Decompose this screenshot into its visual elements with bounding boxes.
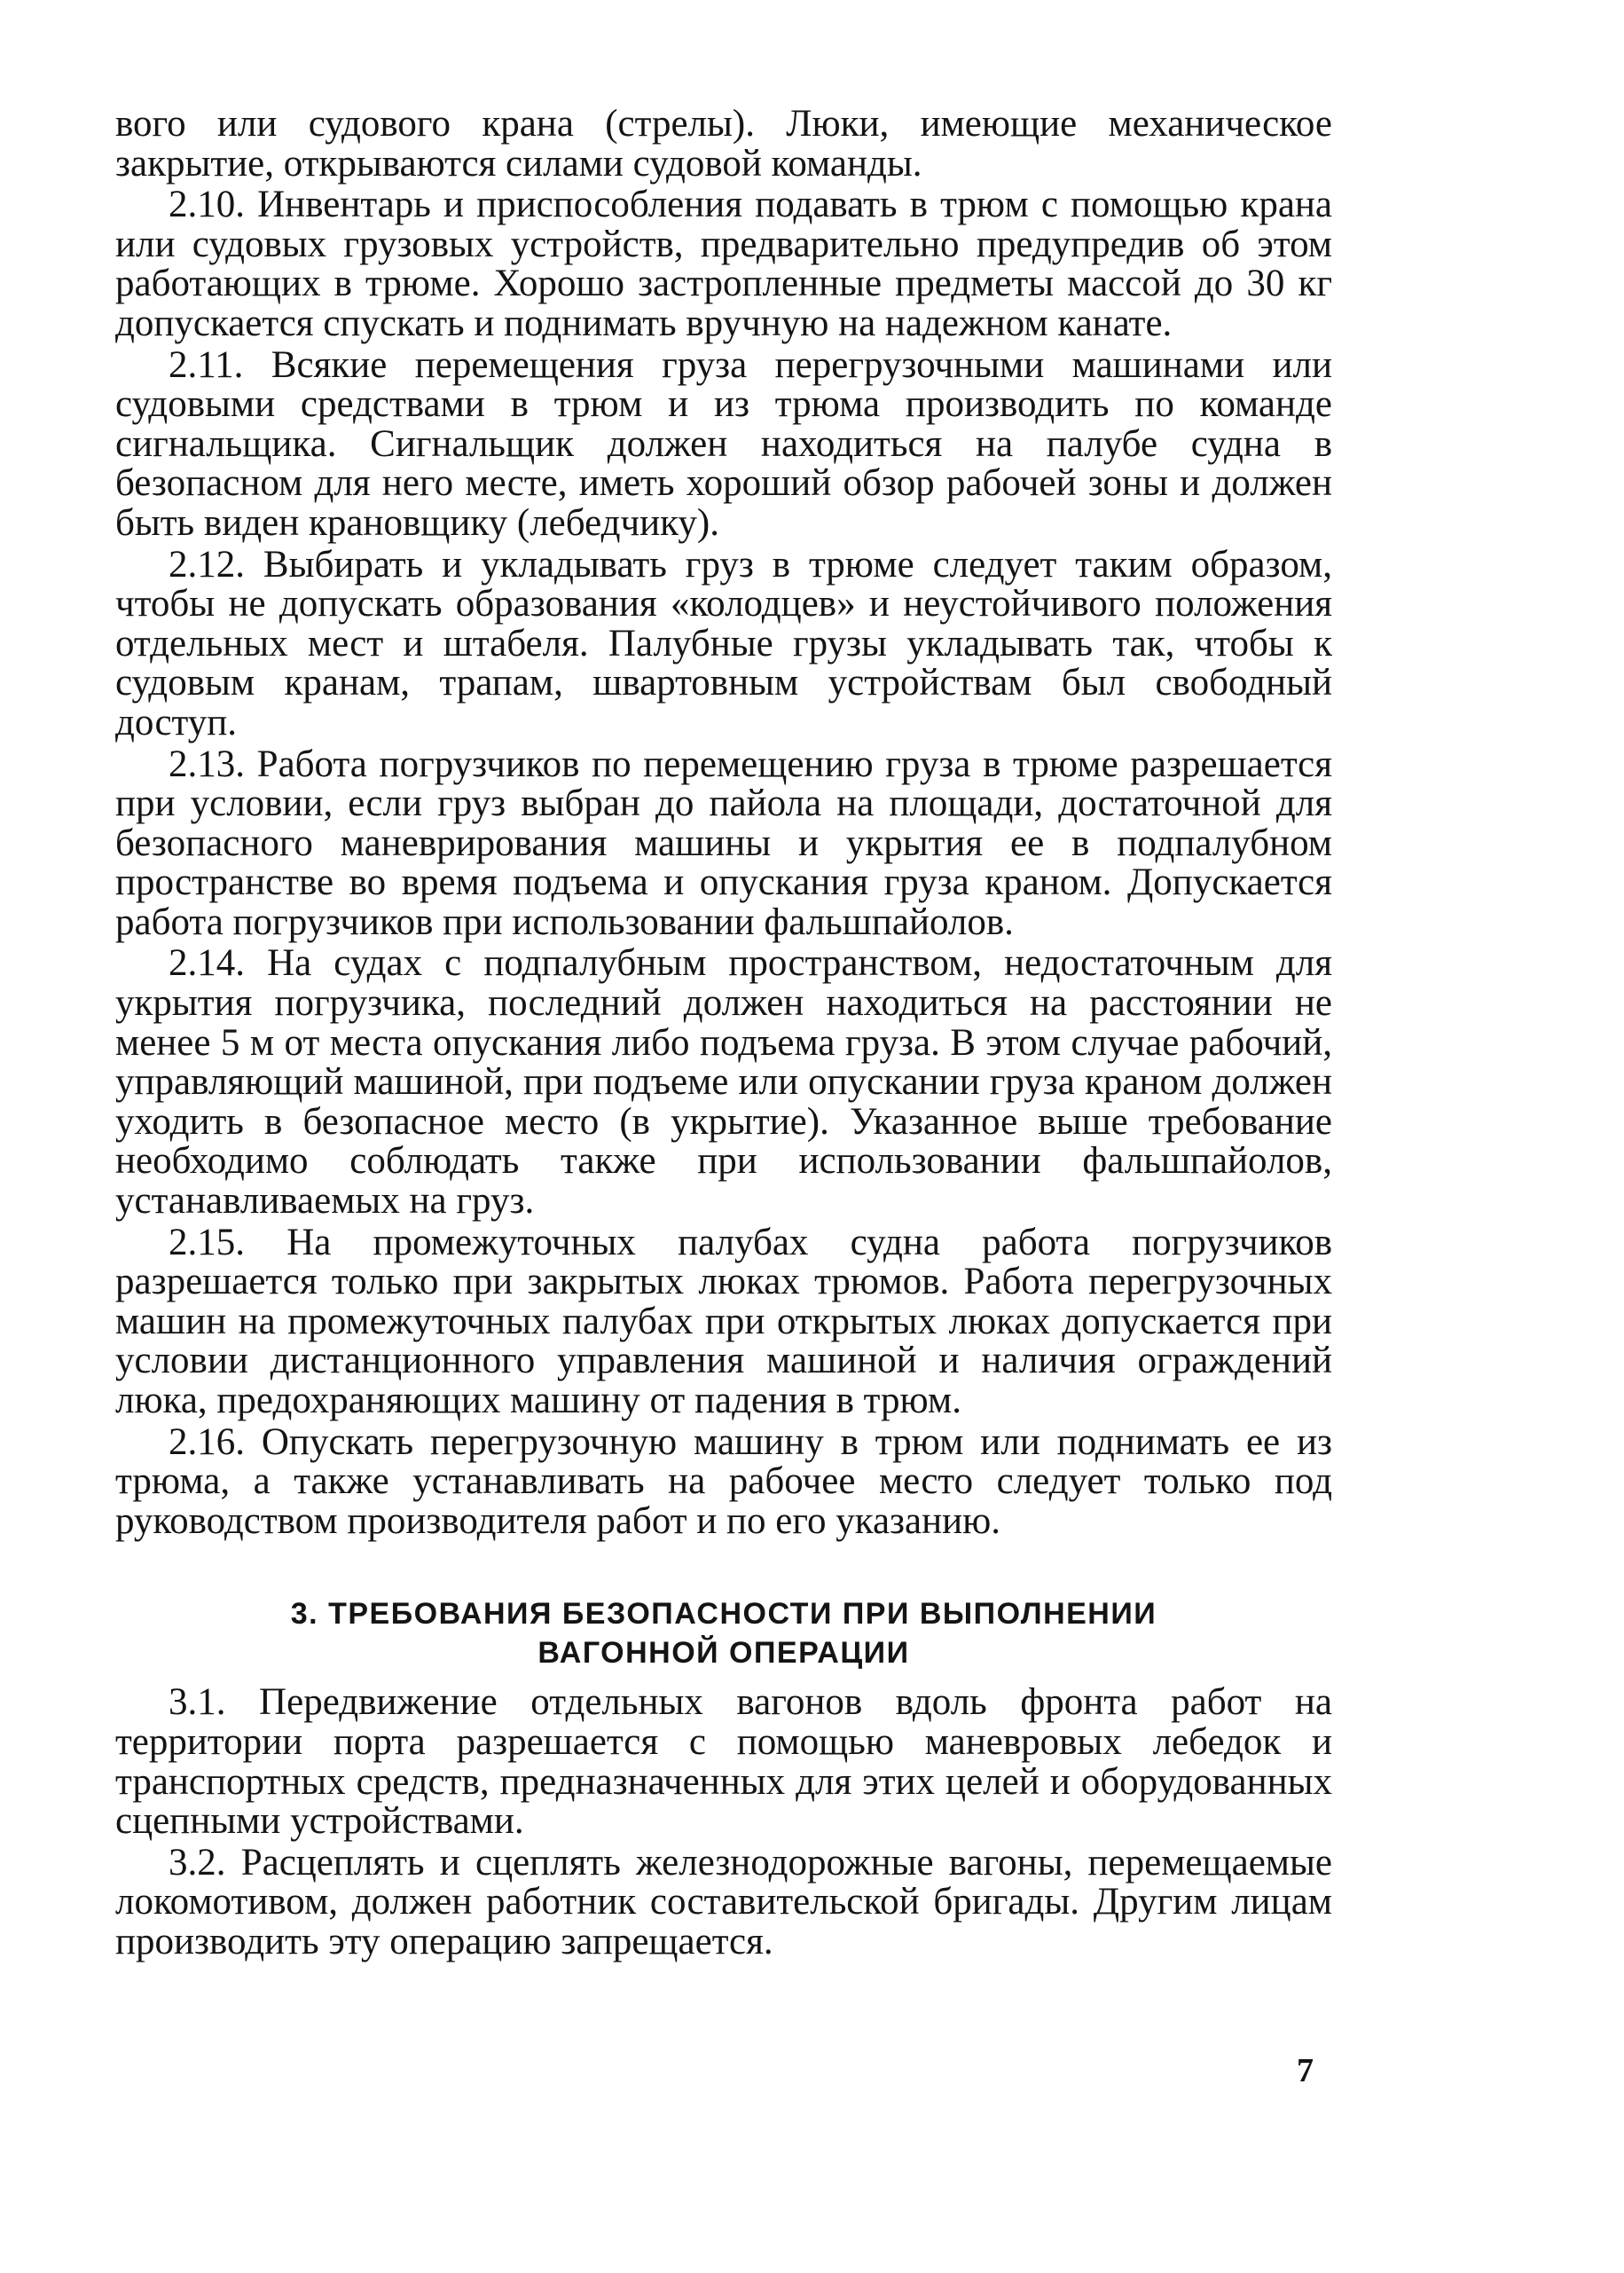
paragraph-2-15: 2.15. На промежуточных палубах судна работа погрузчиков разрешается только при закрытых люках трюмов. Работа перегрузочных машин на промежуточных палубах при открытых люках допускается при условии дистанционного управления машиной и наличия ограждений люка, предохраняющих машину от падения в трюм. <box>115 1221 1332 1421</box>
paragraph-continuation: вого или судового крана (стрелы). Люки, имеющие механическое закрытие, открываются силами судовой команды. <box>115 103 1332 185</box>
section-heading <box>115 1594 1332 1672</box>
section-heading-line-2: ВАГОННОЙ ОПЕРАЦИИ <box>537 1636 910 1671</box>
paragraph-2-12: 2.12. Выбирать и укладывать груз в трюме следует таким образом, чтобы не допускать образования «колодцев» и неустойчивого положения отдельных мест и штабеля. Палубные грузы укладывать так, чтобы к судовым кранам, трапам, швартовным устройствам был свободный доступ. <box>115 543 1332 743</box>
paragraph-2-16: 2.16. Опускать перегрузочную машину в трюм или поднимать ее из трюма, а также устанавливать на рабочее место следует только под руководством производителя работ и по его указанию. <box>115 1420 1332 1542</box>
paragraph-3-2: 3.2. Расцеплять и сцеплять железнодорожные вагоны, перемещаемые локомотивом, должен работник составительской бригады. Другим лицам производить эту операцию запрещается. <box>115 1841 1332 1962</box>
paragraph-2-11: 2.11. Всякие перемещения груза перегрузочными машинами или судовыми средствами в трюм и из трюма производить по команде сигнальщика. Сигнальщик должен находиться на палубе судна в безопасном для него месте, иметь хороший обзор рабочей зоны и должен быть виден крановщику (лебедчику). <box>115 343 1332 544</box>
paragraph-3-1: 3.1. Передвижение отдельных вагонов вдоль фронта работ на территории порта разрешается с помощью маневровых лебедок и транспортных средств, предназначенных для этих целей и оборудованных сцепными устройствами. <box>115 1681 1332 1843</box>
paragraph-2-13: 2.13. Работа погрузчиков по перемещению груза в трюме разрешается при условии, если груз выбран до пайола на площади, достаточной для безопасного маневрирования машины и укрытия ее в подпалубном пространстве во время подъема и опускания груза краном. Допускается работа погрузчиков при использовании фальшпайолов. <box>115 743 1332 943</box>
page-number: 7 <box>1297 2052 1314 2089</box>
document-page <box>115 105 1332 1962</box>
section-heading-line-1: 3. ТРЕБОВАНИЯ БЕЗОПАСНОСТИ ПРИ ВЫПОЛНЕНИИ <box>290 1597 1157 1632</box>
paragraph-2-14: 2.14. На судах с подпалубным пространством, недостаточным для укрытия погрузчика, последний должен находиться на расстоянии не менее 5 м от места опускания либо подъема груза. В этом случае рабочий, управляющий машиной, при подъеме или опускании груза краном должен уходить в безопасное место (в укрытие). Указанное выше требование необходимо соблюдать также при использовании фальшпайолов, устанавливаемых на груз. <box>115 942 1332 1223</box>
paragraph-2-10: 2.10. Инвентарь и приспособления подавать в трюм с помощью крана или судовых грузовых устройств, предварительно предупредив об этом работающих в трюме. Хорошо застропленные предметы массой до 30 кг допускается спускать и поднимать вручную на надежном канате. <box>115 184 1332 344</box>
